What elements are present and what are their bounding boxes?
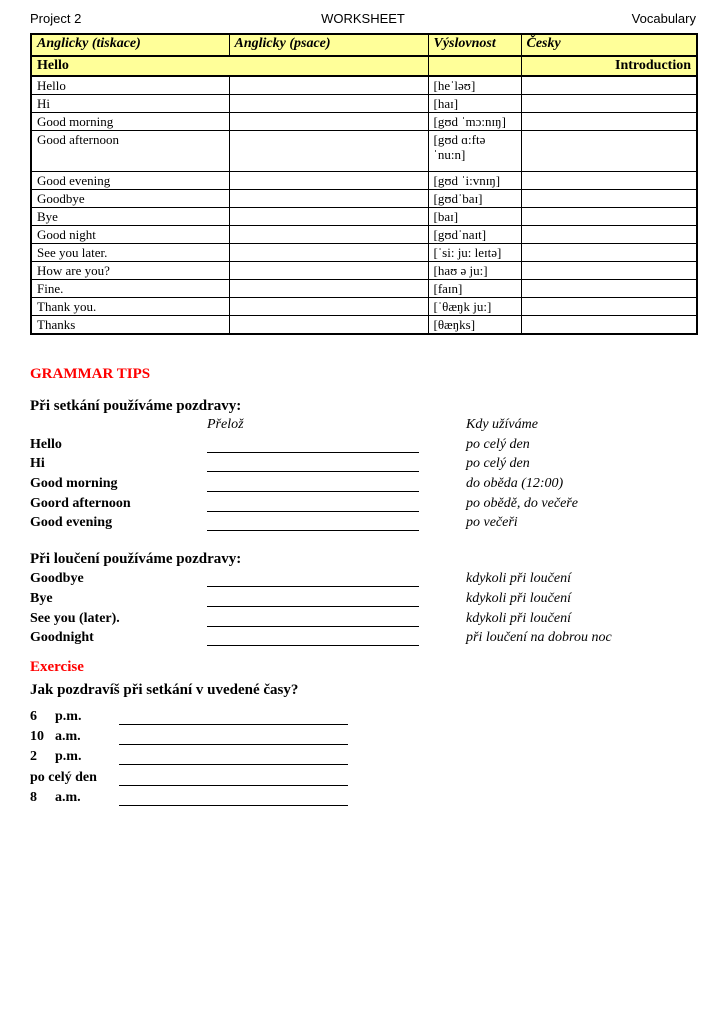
time-label xyxy=(30,748,119,765)
usage-note: kdykoli při loučení xyxy=(466,571,571,587)
table-row xyxy=(31,226,697,244)
vocab-cell-written xyxy=(229,208,428,226)
vocab-cell-czech xyxy=(521,262,697,280)
vocab-cell-written xyxy=(229,113,428,131)
grammar-row xyxy=(30,607,696,627)
usage-note: po celý den xyxy=(466,436,530,452)
vocab-cell-english: Goodbye xyxy=(31,190,229,208)
vocab-cell-written xyxy=(229,298,428,316)
table-row xyxy=(31,298,697,316)
time-number: 2 xyxy=(30,749,37,765)
grammar-row xyxy=(30,567,696,587)
greeting-label: Goord afternoon xyxy=(30,495,131,511)
greeting-label: Goodbye xyxy=(30,571,84,587)
grammar-tips-title: GRAMMAR TIPS xyxy=(30,366,151,382)
time-label xyxy=(30,708,119,725)
greeting-label: Hello xyxy=(30,436,62,452)
grammar-row xyxy=(30,587,696,607)
usage-note: do oběda (12:00) xyxy=(466,476,564,492)
greeting-label: See you (later). xyxy=(30,610,120,626)
vocab-cell-czech xyxy=(521,95,697,113)
vocab-cell-czech xyxy=(521,172,697,190)
time-label xyxy=(30,789,119,806)
usage-note: při loučení na dobrou noc xyxy=(466,630,612,646)
table-row xyxy=(31,190,697,208)
vocab-cell-pronunciation: [gʊdˈbaɪ] xyxy=(428,190,521,208)
vocab-cell-written xyxy=(229,262,428,280)
vocab-cell-czech xyxy=(521,316,697,335)
header-project-label: Project 2 xyxy=(30,11,82,26)
vocab-cell-written xyxy=(229,226,428,244)
table-row xyxy=(31,172,697,190)
exercise-question: Jak pozdravíš při setkání v uvedené časy? xyxy=(30,682,299,699)
vocab-cell-pronunciation: [gʊd ɑ:ftəˈnu:n] xyxy=(428,131,521,172)
table-row xyxy=(31,131,697,172)
vocab-cell-written xyxy=(229,190,428,208)
answer-blank-line xyxy=(207,436,419,453)
vocab-cell-english: Hi xyxy=(31,95,229,113)
subheader-section-label: Introduction xyxy=(521,56,697,76)
time-unit: p.m. xyxy=(55,749,82,765)
grammar-row xyxy=(30,512,696,532)
grammar-row xyxy=(30,433,696,453)
time-label xyxy=(30,728,119,745)
vocab-cell-english: Hello xyxy=(31,76,229,95)
col-header-cesky: Česky xyxy=(521,34,697,56)
exercise-row xyxy=(30,745,696,765)
exercise-row xyxy=(30,725,696,745)
grammar-row xyxy=(30,472,696,492)
header-worksheet-label: WORKSHEET xyxy=(321,11,405,26)
vocab-cell-pronunciation: [gʊd ˈmɔ:nɪŋ] xyxy=(428,113,521,131)
answer-blank-line xyxy=(207,455,419,472)
usage-note: kdykoli při loučení xyxy=(466,590,571,606)
grammar-column-headers xyxy=(30,414,696,433)
time-number: po celý den xyxy=(30,769,97,785)
vocab-cell-pronunciation: [gʊdˈnaɪt] xyxy=(428,226,521,244)
vocab-cell-pronunciation: [heˈləʊ] xyxy=(428,76,521,95)
parting-greetings-heading: Při loučení používáme pozdravy: xyxy=(30,551,242,568)
vocab-cell-pronunciation: [baɪ] xyxy=(428,208,521,226)
vocab-cell-english: Good night xyxy=(31,226,229,244)
vocab-cell-pronunciation: [ˈθæŋk ju:] xyxy=(428,298,521,316)
table-row xyxy=(31,76,697,95)
parting-greetings-block xyxy=(30,567,696,646)
column-header-usage: Kdy užíváme xyxy=(466,417,538,432)
vocab-cell-english: Fine. xyxy=(31,280,229,298)
answer-blank-line xyxy=(207,629,419,646)
answer-blank-line xyxy=(119,769,348,786)
vocab-cell-pronunciation: [faɪn] xyxy=(428,280,521,298)
table-row xyxy=(31,262,697,280)
vocab-cell-pronunciation: [haʊ ə ju:] xyxy=(428,262,521,280)
time-unit: a.m. xyxy=(55,728,81,744)
vocab-cell-pronunciation: [haɪ] xyxy=(428,95,521,113)
table-row xyxy=(31,208,697,226)
vocab-cell-english: How are you? xyxy=(31,262,229,280)
grammar-row xyxy=(30,627,696,647)
answer-blank-line xyxy=(207,590,419,607)
vocab-cell-english: Good afternoon xyxy=(31,131,229,172)
grammar-row xyxy=(30,453,696,473)
table-row xyxy=(31,316,697,335)
meeting-greetings-heading: Při setkání používáme pozdravy: xyxy=(30,398,242,414)
vocab-table xyxy=(30,33,698,335)
table-row xyxy=(31,113,697,131)
usage-note: po celý den xyxy=(466,456,530,472)
grammar-row xyxy=(30,492,696,512)
vocab-cell-written xyxy=(229,244,428,262)
vocab-cell-english: Good morning xyxy=(31,113,229,131)
table-header-row xyxy=(31,34,697,56)
meeting-greetings-block xyxy=(30,414,696,531)
col-header-anglicky-psace: Anglicky (psace) xyxy=(229,34,428,56)
vocab-cell-pronunciation: [gʊd ˈi:vnɪŋ] xyxy=(428,172,521,190)
vocab-cell-english: Thank you. xyxy=(31,298,229,316)
usage-note: po obědě, do večeře xyxy=(466,495,578,511)
vocab-cell-czech xyxy=(521,113,697,131)
subheader-empty-cell xyxy=(428,56,521,76)
vocab-cell-written xyxy=(229,76,428,95)
time-number: 8 xyxy=(30,790,37,806)
table-subheader-row xyxy=(31,56,697,76)
greeting-label: Good evening xyxy=(30,515,113,531)
document-header xyxy=(30,12,696,26)
answer-blank-line xyxy=(207,514,419,531)
answer-blank-line xyxy=(207,475,419,492)
subheader-topic: Hello xyxy=(31,56,428,76)
vocab-cell-czech xyxy=(521,131,697,172)
time-label xyxy=(30,769,119,786)
vocab-cell-pronunciation: [θæŋks] xyxy=(428,316,521,335)
column-header-translate: Přelož xyxy=(207,417,244,432)
vocab-cell-english: Thanks xyxy=(31,316,229,335)
vocab-cell-english: Bye xyxy=(31,208,229,226)
table-row xyxy=(31,244,697,262)
vocab-cell-english: See you later. xyxy=(31,244,229,262)
table-row xyxy=(31,95,697,113)
answer-blank-line xyxy=(119,789,348,806)
vocab-cell-written xyxy=(229,316,428,335)
col-header-vyslovnost: Výslovnost xyxy=(428,34,521,56)
vocab-cell-czech xyxy=(521,298,697,316)
answer-blank-line xyxy=(119,708,348,725)
answer-blank-line xyxy=(207,570,419,587)
exercise-block xyxy=(30,704,696,806)
vocab-cell-written xyxy=(229,95,428,113)
time-unit: p.m. xyxy=(55,708,82,724)
exercise-row xyxy=(30,765,696,785)
exercise-title: Exercise xyxy=(30,659,84,676)
header-vocabulary-label: Vocabulary xyxy=(631,11,696,26)
vocab-cell-czech xyxy=(521,208,697,226)
time-unit: a.m. xyxy=(55,790,81,806)
answer-blank-line xyxy=(207,610,419,627)
greeting-label: Goodnight xyxy=(30,630,94,646)
vocab-cell-czech xyxy=(521,280,697,298)
vocab-cell-english: Good evening xyxy=(31,172,229,190)
time-number: 10 xyxy=(30,728,44,744)
greeting-label: Bye xyxy=(30,590,53,606)
table-row xyxy=(31,280,697,298)
vocab-table-header xyxy=(31,34,697,56)
vocab-cell-czech xyxy=(521,244,697,262)
vocab-cell-czech xyxy=(521,226,697,244)
answer-blank-line xyxy=(119,748,348,765)
usage-note: kdykoli při loučení xyxy=(466,610,571,626)
exercise-row xyxy=(30,704,696,724)
col-header-anglicky-tiskace: Anglicky (tiskace) xyxy=(31,34,229,56)
exercise-row xyxy=(30,786,696,806)
time-number: 6 xyxy=(30,708,37,724)
answer-blank-line xyxy=(119,728,348,745)
greeting-label: Good morning xyxy=(30,476,118,492)
vocab-cell-written xyxy=(229,172,428,190)
vocab-cell-czech xyxy=(521,76,697,95)
vocab-cell-written xyxy=(229,131,428,172)
vocab-cell-written xyxy=(229,280,428,298)
usage-note: po večeři xyxy=(466,515,518,531)
vocab-cell-czech xyxy=(521,190,697,208)
answer-blank-line xyxy=(207,495,419,512)
vocab-cell-pronunciation: [ˈsi: ju: leɪtə] xyxy=(428,244,521,262)
greeting-label: Hi xyxy=(30,456,45,472)
